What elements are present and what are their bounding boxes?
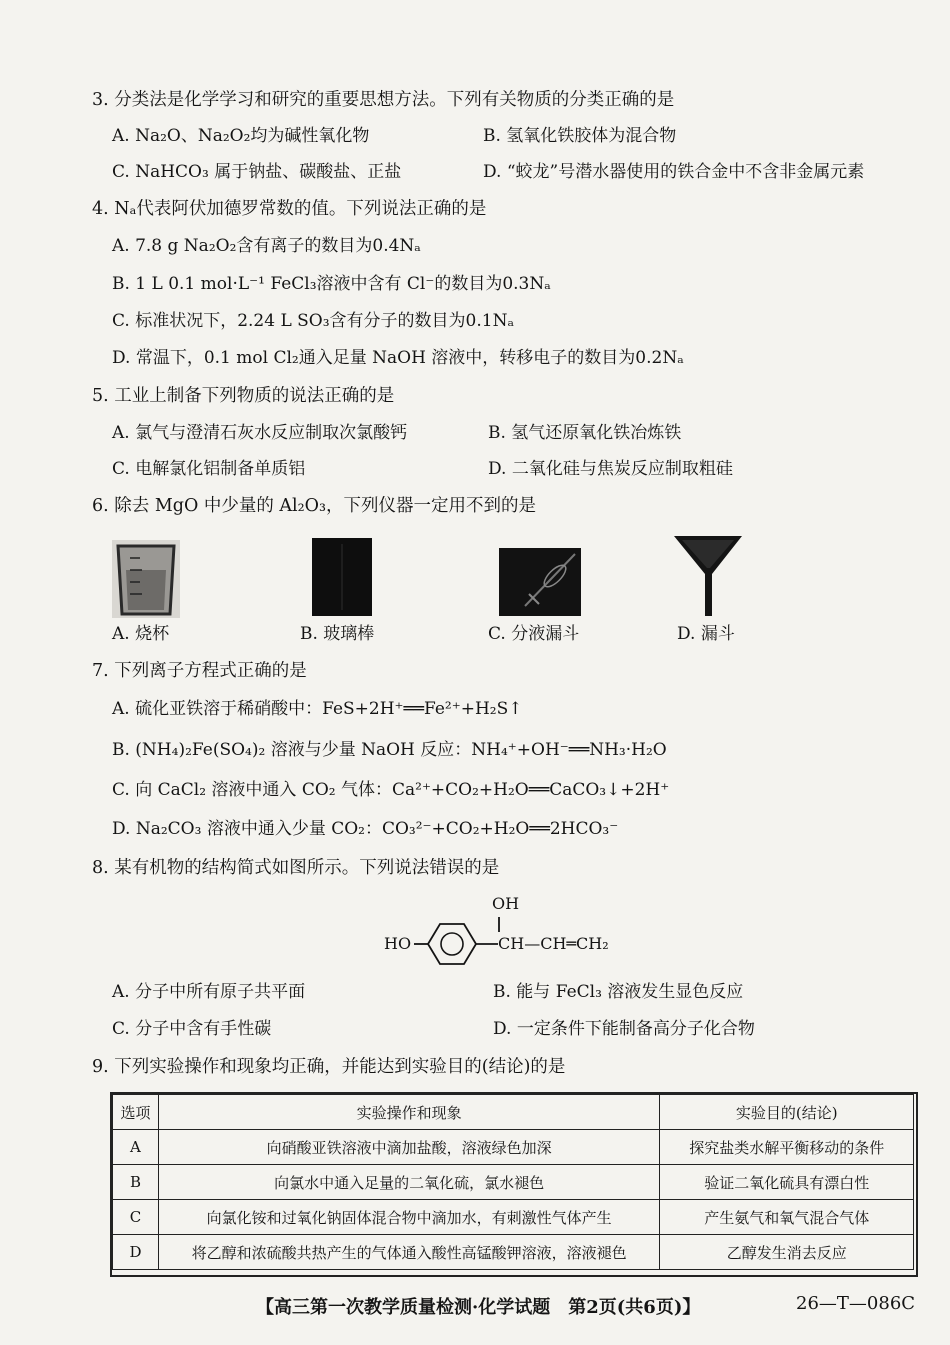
table-row [113,1165,914,1200]
q5-stem: 5. 工业上制备下列物质的说法正确的是 [92,386,395,406]
footer-code: 26—T—086C [796,1293,916,1314]
q7-option-d: D. Na₂CO₃ 溶液中通入少量 CO₂：CO₃²⁻+CO₂+H₂O══2HCO₃⁻ [112,819,619,839]
q6-option-a: A. 烧杯 [112,624,170,644]
glass-rod-image [312,538,372,616]
q9-stem: 9. 下列实验操作和现象均正确，并能达到实验目的(结论)的是 [92,1057,566,1077]
experiment-table [112,1094,914,1270]
q4-option-c: C. 标准状况下，2.24 L SO₃含有分子的数目为0.1Nₐ [112,311,515,331]
q6-stem: 6. 除去 MgO 中少量的 Al₂O₃，下列仪器一定用不到的是 [92,496,537,516]
q8-option-d: D. 一定条件下能制备高分子化合物 [493,1019,755,1039]
q5-option-a: A. 氯气与澄清石灰水反应制取次氯酸钙 [112,423,408,443]
q4-option-b: B. 1 L 0.1 mol·L⁻¹ FeCl₃溶液中含有 Cl⁻的数目为0.3Nₐ [112,274,551,294]
separatory-funnel-image [499,548,581,616]
footer-title: 【高三第一次教学质量检测·化学试题 第2页(共6页)】 [256,1297,701,1318]
table-cell: D [113,1235,159,1270]
q8-stem: 8. 某有机物的结构简式如图所示。下列说法错误的是 [92,858,500,878]
funnel-image [672,532,744,618]
table-cell: A [113,1130,159,1165]
q7-option-c: C. 向 CaCl₂ 溶液中通入 CO₂ 气体：Ca²⁺+CO₂+H₂O══CaCO₃↓+2H⁺ [112,780,670,800]
table-header: 实验目的(结论) [660,1095,914,1130]
structure-oh-label: OH [492,894,520,913]
q5-option-c: C. 电解氯化铝制备单质铝 [112,459,306,479]
table-row [113,1235,914,1270]
q5-option-b: B. 氢气还原氧化铁冶炼铁 [488,423,682,443]
structure-chain: CH—CH═CH₂ [498,934,609,953]
q4-option-d: D. 常温下，0.1 mol Cl₂通入足量 NaOH 溶液中，转移电子的数目为0.2Nₐ [112,348,684,368]
beaker-image [112,540,180,618]
q4-stem: 4. Nₐ代表阿伏加德罗常数的值。下列说法正确的是 [92,199,487,219]
structure-ho-label: HO [384,934,412,953]
table-row [113,1130,914,1165]
q8-option-b: B. 能与 FeCl₃ 溶液发生显色反应 [493,982,744,1002]
benzene-ring-image [412,915,502,975]
q3-option-c: C. NaHCO₃ 属于钠盐、碳酸盐、正盐 [112,162,402,182]
q8-option-c: C. 分子中含有手性碳 [112,1019,272,1039]
q6-option-c: C. 分液漏斗 [488,624,580,644]
q4-option-a: A. 7.8 g Na₂O₂含有离子的数目为0.4Nₐ [112,236,421,256]
table-cell: 探究盐类水解平衡移动的条件 [660,1130,914,1165]
q5-option-d: D. 二氧化硅与焦炭反应制取粗硅 [488,459,733,479]
q7-option-a: A. 硫化亚铁溶于稀硝酸中：FeS+2H⁺══Fe²⁺+H₂S↑ [112,699,523,719]
table-cell: 向氯化铵和过氧化钠固体混合物中滴加水，有刺激性气体产生 [158,1200,659,1235]
table-cell: 向氯水中通入足量的二氧化硫，氯水褪色 [158,1165,659,1200]
q3-option-b: B. 氢氧化铁胶体为混合物 [483,126,677,146]
q3-option-a: A. Na₂O、Na₂O₂均为碱性氧化物 [112,126,370,146]
table-cell: 乙醇发生消去反应 [660,1235,914,1270]
table-cell: 产生氨气和氧气混合气体 [660,1200,914,1235]
table-cell: 将乙醇和浓硫酸共热产生的气体通入酸性高锰酸钾溶液，溶液褪色 [158,1235,659,1270]
table-header: 实验操作和现象 [158,1095,659,1130]
q7-option-b: B. (NH₄)₂Fe(SO₄)₂ 溶液与少量 NaOH 反应：NH₄⁺+OH⁻══NH₃·H₂O [112,740,667,760]
q3-option-d: D. “蛟龙”号潜水器使用的铁合金中不含非金属元素 [483,162,865,182]
table-cell: B [113,1165,159,1200]
table-cell: C [113,1200,159,1235]
q8-option-a: A. 分子中所有原子共平面 [112,982,306,1002]
table-header: 选项 [113,1095,159,1130]
q6-option-b: B. 玻璃棒 [300,624,375,644]
q6-option-d: D. 漏斗 [677,624,735,644]
q7-stem: 7. 下列离子方程式正确的是 [92,661,307,681]
table-cell: 向硝酸亚铁溶液中滴加盐酸，溶液绿色加深 [158,1130,659,1165]
table-cell: 验证二氧化硫具有漂白性 [660,1165,914,1200]
table-header-row [113,1095,914,1130]
table-row [113,1200,914,1235]
q3-stem: 3. 分类法是化学学习和研究的重要思想方法。下列有关物质的分类正确的是 [92,90,675,110]
